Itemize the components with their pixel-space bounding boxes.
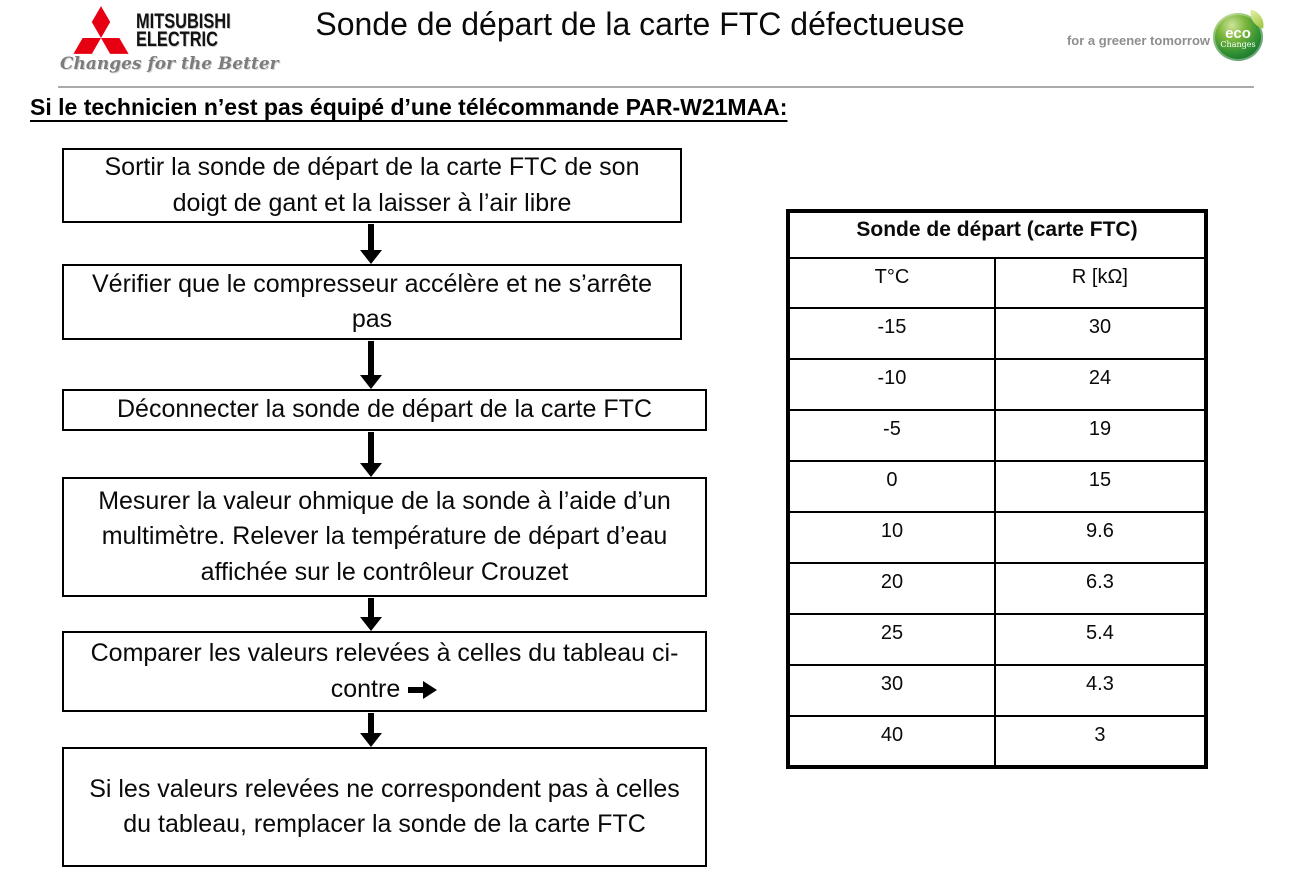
page-title: Sonde de départ de la carte FTC défectueuse — [315, 6, 965, 42]
temperature-cell: 0 — [788, 461, 995, 512]
eco-badge-text-bottom: Changes — [1220, 40, 1256, 50]
table-row — [788, 461, 1206, 512]
temperature-cell: 30 — [788, 665, 995, 716]
resistance-cell: 30 — [995, 308, 1206, 359]
eco-changes-badge — [1213, 13, 1263, 61]
resistance-table — [786, 209, 1208, 769]
flow-arrow-down-icon — [360, 713, 382, 747]
temperature-cell: -5 — [788, 410, 995, 461]
flow-step-6 — [62, 747, 707, 867]
resistance-cell: 5.4 — [995, 614, 1206, 665]
flow-arrow-down-icon — [360, 432, 382, 477]
flow-step-3-label: Déconnecter la sonde de départ de la carte FTC — [116, 395, 653, 424]
flow-step-5-text: Comparer les valeurs relevées à celles du tableau ci-contre — [90, 639, 679, 703]
temperature-cell: 25 — [788, 614, 995, 665]
table-row — [788, 308, 1206, 359]
flow-step-2-label: Vérifier que le compresseur accélère et ne s’arrête pas — [92, 269, 652, 333]
resistance-cell: 6.3 — [995, 563, 1206, 614]
mitsubishi-three-diamonds-icon — [72, 5, 130, 55]
flow-step-4-label: Mesurer la valeur ohmique de la sonde à l’aide d’un multimètre. Relever la température de départ d’eau affichée sur le contrôleur Crouzet — [98, 486, 671, 586]
table-row — [788, 614, 1206, 665]
brand-tagline: Changes for the Better — [60, 54, 279, 74]
mitsubishi-electric-logotype — [136, 10, 231, 51]
flow-step-3 — [62, 389, 707, 431]
temperature-cell: 40 — [788, 716, 995, 767]
header-divider — [58, 86, 1254, 88]
col-header-temperature: T°C — [788, 258, 995, 308]
eco-badge-text-top: eco — [1225, 25, 1251, 43]
section-heading: Si le technicien n’est pas équipé d’une télécommande PAR-W21MAA: — [30, 94, 788, 120]
eco-slogan: for a greener tomorrow — [1066, 33, 1210, 48]
right-arrow-icon — [408, 680, 438, 700]
flow-arrow-down-icon — [360, 224, 382, 264]
resistance-cell: 15 — [995, 461, 1206, 512]
flow-step-6-label: Si les valeurs relevées ne correspondent pas à celles du tableau, remplacer la sonde de la carte FTC — [89, 774, 680, 838]
resistance-cell: 19 — [995, 410, 1206, 461]
table-row — [788, 410, 1206, 461]
table-title: Sonde de départ (carte FTC) — [788, 211, 1206, 258]
flow-arrow-down-icon — [360, 341, 382, 389]
table-row — [788, 359, 1206, 410]
flow-step-1-label: Sortir la sonde de départ de la carte FTC de son doigt de gant et la laisser à l’air libre — [104, 153, 640, 217]
flow-arrow-down-icon — [360, 598, 382, 631]
flow-step-4 — [62, 477, 707, 597]
resistance-cell: 9.6 — [995, 512, 1206, 563]
flow-step-5 — [62, 631, 707, 712]
table-row — [788, 563, 1206, 614]
temperature-cell: -15 — [788, 308, 995, 359]
logo-line-1: MITSUBISHI — [136, 10, 231, 33]
temperature-cell: -10 — [788, 359, 995, 410]
flow-step-1 — [62, 148, 682, 223]
resistance-cell: 24 — [995, 359, 1206, 410]
temperature-cell: 10 — [788, 512, 995, 563]
table-row — [788, 512, 1206, 563]
flow-step-5-label — [74, 636, 695, 707]
temperature-cell: 20 — [788, 563, 995, 614]
logo-line-2: ELECTRIC — [136, 27, 218, 51]
col-header-resistance: R [kΩ] — [995, 258, 1206, 308]
resistance-cell: 4.3 — [995, 665, 1206, 716]
table-row — [788, 665, 1206, 716]
table-row — [788, 716, 1206, 767]
resistance-cell: 3 — [995, 716, 1206, 767]
flow-step-2 — [62, 264, 682, 340]
